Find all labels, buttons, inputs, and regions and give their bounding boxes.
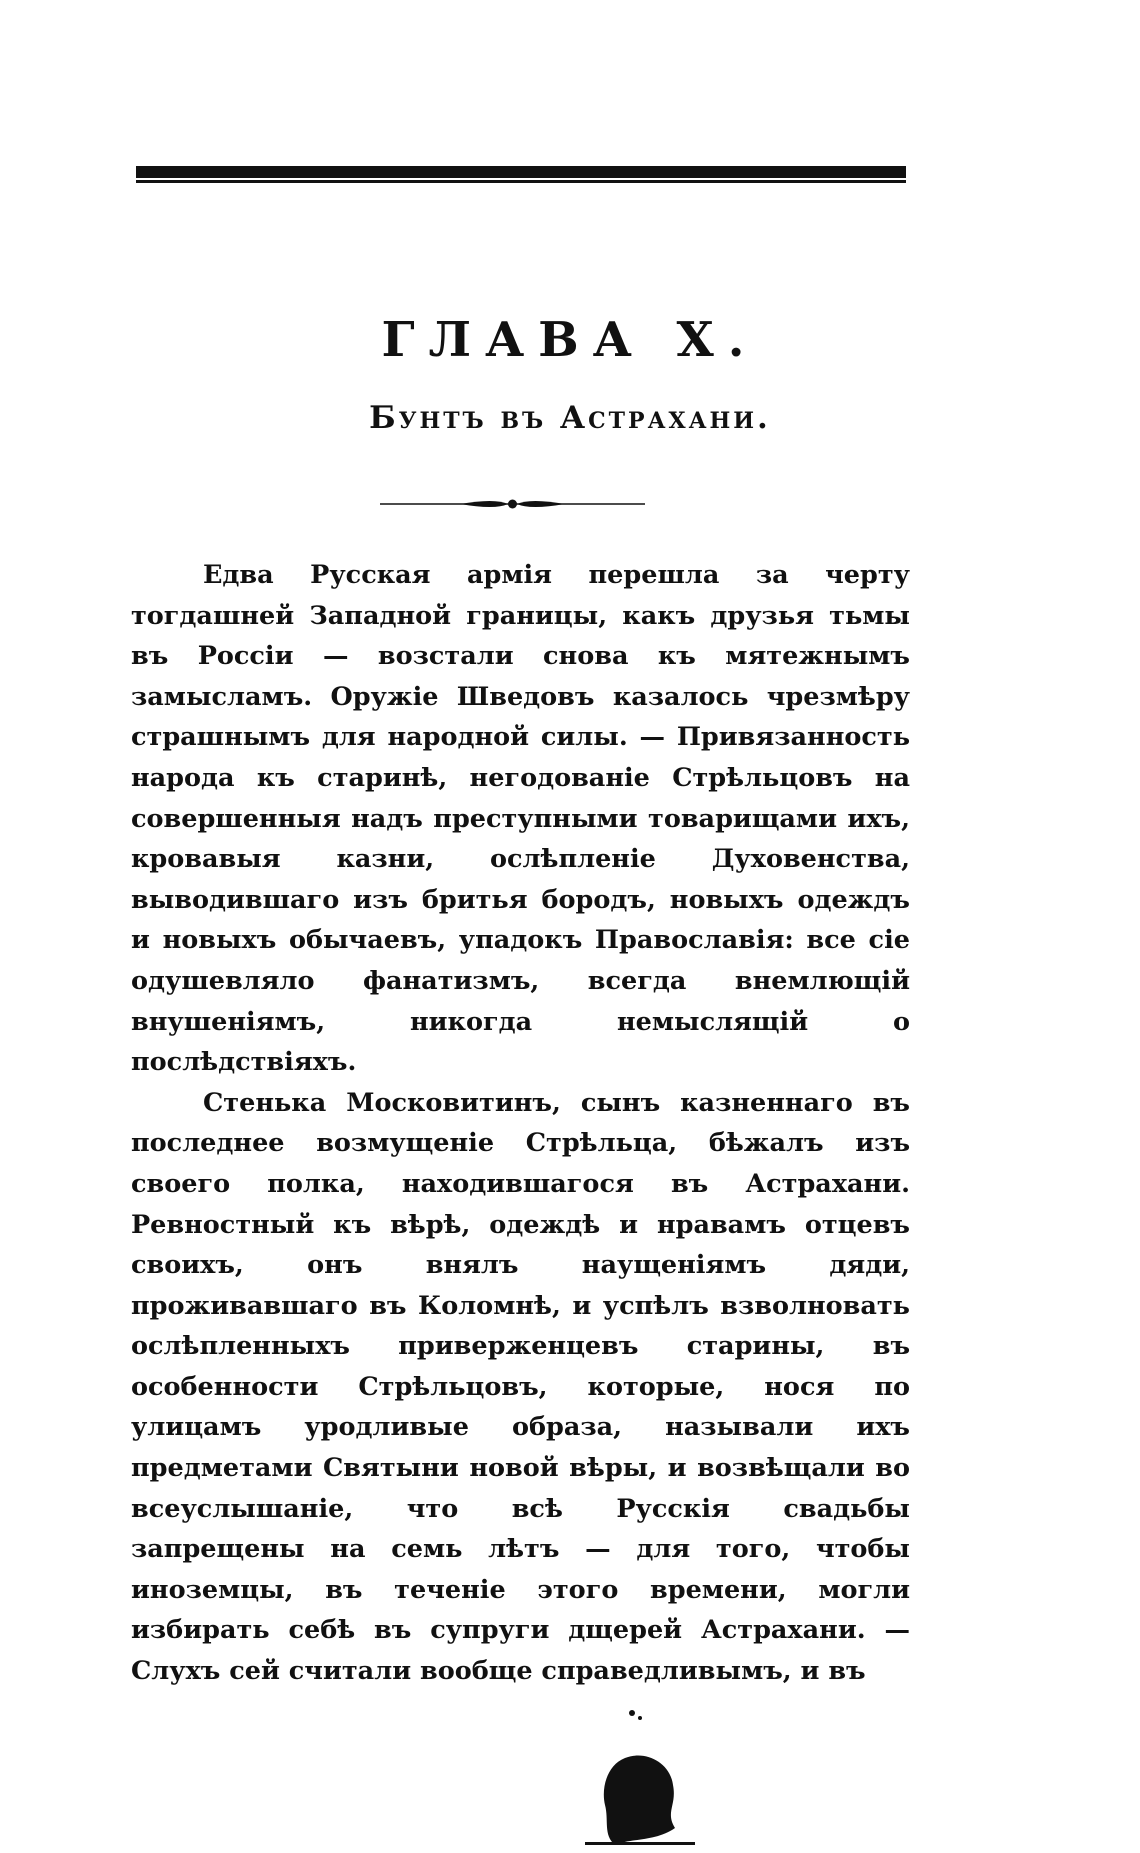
ornament-divider-icon	[380, 496, 645, 512]
top-rule-thick-line	[136, 166, 906, 178]
ink-blot-icon	[585, 1750, 695, 1850]
top-double-rule	[136, 166, 906, 184]
top-rule-thin-line	[136, 180, 906, 183]
paragraph-1: Едва Русская армія перешла за черту тогдашней Западной границы, какъ друзья тьмы въ Россіи — возстали снова къ мятежнымъ замысламъ. Оружіе Шведовъ казалось чрезмѣру страшнымъ для народной силы. — Привязанность народа къ старинѣ, негодованіе Стрѣльцовъ на совершенныя надъ преступными товарищами ихъ, кровавыя казни, ослѣпленіе Духовенства, выводившаго изъ бритья бородъ, новыхъ одеждъ и новыхъ обычаевъ, упадокъ Православія: все сіе одушевляло фанатизмъ, всегда внемлющій внушеніямъ, никогда немыслящій о послѣдствіяхъ.	[131, 560, 910, 1078]
chapter-title: ГЛАВА X.	[381, 312, 759, 368]
chapter-subtitle: Бунтъ въ Астрахани.	[369, 400, 771, 436]
paragraph-2: Стенька Московитинъ, сынъ казненнаго въ последнее возмущеніе Стрѣльца, бѣжалъ изъ своего полка, находившагося въ Астрахани. Ревностный къ вѣрѣ, одеждѣ и нравамъ отцевъ своихъ, онъ внялъ наущеніямъ дяди, проживавшаго въ Коломнѣ, и успѣлъ взволновать ослѣпленныхъ приверженцевъ старины, въ особенности Стрѣльцовъ, которые, нося по улицамъ уродливые образа, называли ихъ предметами Святыни новой вѣры, и возвѣщали во всеуслышаніе, что всѣ Русскія свадьбы запрещены на семь лѣтъ — для того, чтобы иноземцы, въ теченіе этого времени, могли избирать себѣ въ супруги дщерей Астрахани. — Слухъ сей считали вообще справедливымъ, и въ	[131, 1087, 910, 1687]
body-text	[131, 555, 910, 1692]
page-dot-mark-icon	[625, 1705, 645, 1725]
